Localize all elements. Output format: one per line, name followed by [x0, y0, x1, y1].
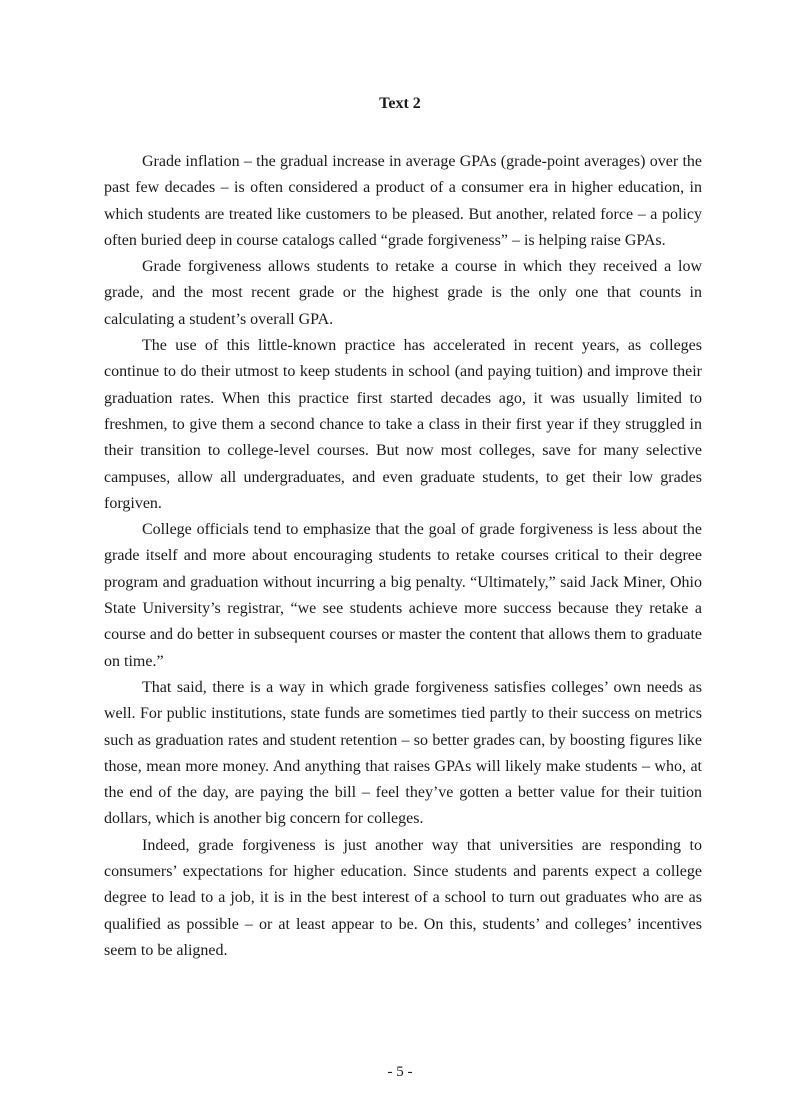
paragraph-3: The use of this little-known practice has accelerated in recent years, as colleges continue to do their utmost to keep students in school (and paying tuition) and improve their graduation rates. When this practice first started decades ago, it was usually limited to freshmen, to give them a second chance to take a class in their first year if they struggled in their transition to college-level courses. But now most colleges, save for many selective campuses, allow all undergraduates, and even graduate students, to get their low grades forgiven.	[104, 337, 702, 512]
paragraph-4: College officials tend to emphasize that the goal of grade forgiveness is less about the grade itself and more about encouraging students to retake courses critical to their degree program and graduation without incurring a big penalty. “Ultimately,” said Jack Miner, Ohio State University’s registrar, “we see students achieve more success because they retake a course and do better in subsequent courses or master the content that allows them to graduate on time.”	[104, 521, 702, 670]
article-body	[104, 149, 702, 964]
paragraph-6: Indeed, grade forgiveness is just another way that universities are responding to consumers’ expectations for higher education. Since students and parents expect a college degree to lead to a job, it is in the best interest of a school to turn out graduates who are as qualified as possible – or at least appear to be. On this, students’ and colleges’ incentives seem to be aligned.	[104, 836, 702, 959]
page-title: Text 2	[379, 95, 421, 112]
paragraph-2: Grade forgiveness allows students to retake a course in which they received a low grade, and the most recent grade or the highest grade is the only one that counts in calculating a student’s overall GPA.	[104, 258, 702, 328]
paragraph-5: That said, there is a way in which grade forgiveness satisfies colleges’ own needs as well. For public institutions, state funds are sometimes tied partly to their success on metrics such as graduation rates and student retention – so better grades can, by boosting figures like those, mean more money. And anything that raises GPAs will likely make students – who, at the end of the day, are paying the bill – feel they’ve gotten a better value for their tuition dollars, which is another big concern for colleges.	[104, 678, 702, 828]
paragraph-1: Grade inflation – the gradual increase in average GPAs (grade-point averages) over the past few decades – is often considered a product of a consumer era in higher education, in which students are treated like customers to be pleased. But another, related force – a policy often buried deep in course catalogs called “grade forgiveness” – is helping raise GPAs.	[104, 153, 702, 249]
page-number: - 5 -	[387, 1064, 413, 1080]
